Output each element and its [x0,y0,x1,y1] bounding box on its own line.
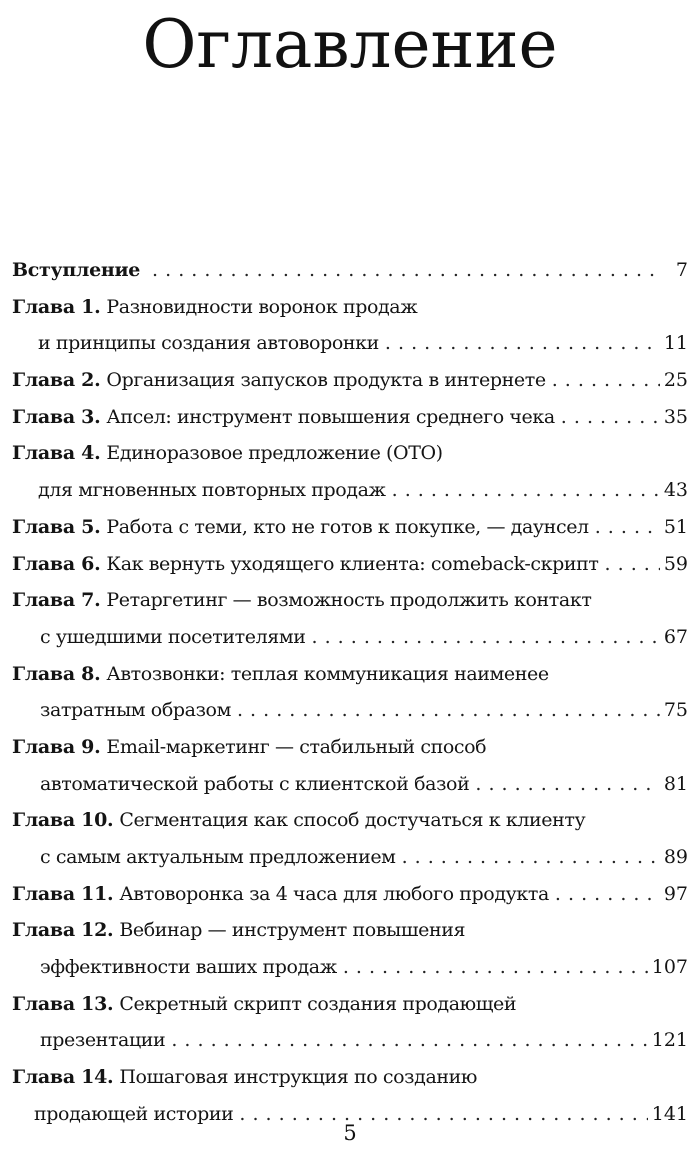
dot-leader [385,325,660,362]
toc-entry-title: Вебинар — инструмент повышения [119,919,466,942]
toc-page-number: 67 [663,625,688,648]
toc-line [12,362,688,399]
toc-line [12,399,688,436]
toc-line [12,509,688,546]
toc-entry-title: Организация запусков продукта в интернете [106,369,546,392]
toc-entry-title: Пошаговая инструкция по созданию [119,1066,478,1089]
toc-page-number: 141 [651,1102,688,1125]
toc-page-number: 51 [663,515,688,538]
dot-leader [312,619,660,656]
toc-page-number: 75 [663,699,688,722]
toc-entry-title: Разновидности воронок продаж [106,295,418,318]
toc-page-number: 81 [663,772,688,795]
toc-entry-label: Глава 3. [12,405,101,428]
toc-entry[interactable] [12,362,688,399]
toc-entry-title: с ушедшими посетителями [40,625,306,648]
toc-entry-label: Глава 4. [12,442,101,465]
toc-line [12,692,688,729]
dot-leader [555,876,660,913]
page-number: 5 [343,1121,357,1145]
toc-entry-label: Глава 14. [12,1066,114,1089]
dot-leader [171,1022,647,1059]
toc-entry[interactable] [12,876,688,913]
dot-leader [402,839,660,876]
toc-entry[interactable] [12,802,688,875]
toc-entry[interactable] [12,546,688,583]
toc-page-number: 97 [663,882,688,905]
toc-entry-title: Секретный скрипт создания продающей [119,992,517,1015]
toc-line [12,986,688,1023]
toc-page-number: 11 [663,332,688,355]
toc-entry-title: презентации [40,1029,166,1052]
toc-line [12,619,688,656]
dot-leader [343,949,648,986]
toc-entry-title: Ретаргетинг — возможность продолжить контакт [106,589,592,612]
toc-line [12,729,688,766]
toc-entry-title: автоматической работы с клиентской базой [40,772,470,795]
dot-leader [605,546,660,583]
toc-line [12,876,688,913]
toc-line [12,766,688,803]
toc-entry-title: и принципы создания автоворонки [38,332,379,355]
toc-line [12,252,688,289]
toc-entry-label: Глава 11. [12,882,114,905]
toc-entry-title: Автозвонки: теплая коммуникация наименее [106,662,549,685]
dot-leader [392,472,660,509]
toc-entry[interactable] [12,399,688,436]
toc-entry-title: затратным образом [40,699,231,722]
toc-entry-label: Глава 5. [12,515,101,538]
toc-entry[interactable] [12,912,688,985]
toc-entry-label: Глава 10. [12,809,114,832]
toc-entry-title: продающей истории [34,1102,234,1125]
toc-entry-title: Единоразовое предложение (ОТО) [106,442,443,465]
toc-line [12,839,688,876]
toc-entry-title: для мгновенных повторных продаж [38,479,386,502]
toc-entry[interactable] [12,435,688,508]
toc-entry-title: Email-маркетинг — стабильный способ [106,735,487,758]
dot-leader [552,362,660,399]
toc-line [12,1059,688,1096]
toc-page-number: 121 [651,1029,688,1052]
toc-page-number: 107 [651,956,688,979]
toc-entry-label: Глава 2. [12,369,101,392]
dot-leader [561,399,660,436]
toc-entry-label: Вступление [12,259,141,281]
toc-entry-label: Глава 8. [12,662,101,685]
table-of-contents [12,252,688,1133]
toc-entry-label: Глава 9. [12,735,101,758]
toc-line [12,1022,688,1059]
toc-entry-label: Глава 13. [12,992,114,1015]
toc-entry-title: Сегментация как способ достучаться к клиенту [119,809,586,832]
toc-line [12,656,688,693]
dot-leader [152,252,662,289]
toc-entry[interactable] [12,729,688,802]
toc-entry-label: Глава 6. [12,552,101,575]
toc-page-number: 89 [663,846,688,868]
toc-page-number: 43 [663,479,688,502]
toc-entry[interactable] [12,289,688,362]
toc-entry-title: Апсел: инструмент повышения среднего чека [106,405,555,428]
page-title: Оглавление [142,6,558,83]
toc-page-number: 7 [675,259,688,281]
toc-page-number: 59 [663,552,688,575]
dot-leader [475,766,659,803]
toc-entry-title: с самым актуальным предложением [40,846,396,868]
toc-line [12,582,688,619]
toc-page-number: 35 [663,405,688,428]
toc-entry-title: Автоворонка за 4 часа для любого продукта [119,882,549,905]
toc-entry-label: Глава 12. [12,919,114,942]
toc-entry-label: Глава 1. [12,295,101,318]
toc-entry[interactable] [12,986,688,1059]
dot-leader [595,509,660,546]
toc-line [12,912,688,949]
toc-entry-title: Работа с теми, кто не готов к покупке, — даунсел [106,515,589,538]
toc-line [12,289,688,326]
toc-line [12,435,688,472]
toc-line [12,472,688,509]
toc-entry-title: эффективности ваших продаж [40,956,337,979]
toc-line [12,949,688,986]
toc-entry[interactable] [12,252,688,289]
toc-entry[interactable] [12,656,688,729]
dot-leader [237,692,660,729]
toc-page-number: 25 [663,369,688,392]
toc-line [12,325,688,362]
toc-line [12,546,688,583]
toc-entry-label: Глава 7. [12,589,101,612]
toc-entry[interactable] [12,582,688,655]
toc-entry-title: Как вернуть уходящего клиента: comeback-скрипт [106,552,599,575]
toc-entry[interactable] [12,509,688,546]
toc-line [12,802,688,839]
